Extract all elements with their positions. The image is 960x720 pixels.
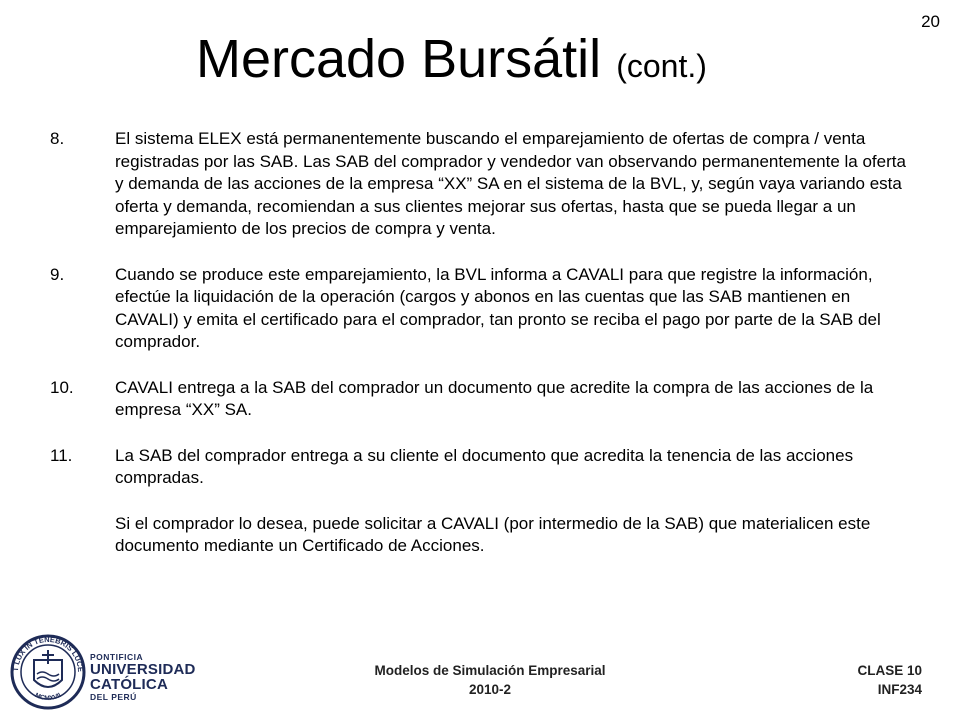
slide-title-main: Mercado Bursátil [196,29,602,89]
item-text: CAVALI entrega a la SAB del comprador un documento que acredite la compra de las acciones de la empresa “XX” SA. [115,377,874,419]
logo-wordmark [90,652,196,702]
logo-line-3: CATÓLICA [90,676,168,693]
item-number: 9. [50,264,65,284]
list-item [50,445,908,490]
list-item [50,128,908,241]
footer-course [290,661,690,699]
logo-year: MCMXVII [33,691,63,703]
item-text: Cuando se produce este emparejamiento, la BVL informa a CAVALI para que registre la información, efectúe la liquidación de la operación (cargos y abonos en las cuentas que las SAB mantienen en CAVALI) y emita el certificado para el comprador, tan pronto se reciba el pago por parte de la SAB del comprador. [115,264,881,351]
note-paragraph: Si el comprador lo desea, puede solicitar a CAVALI (por intermedio de la SAB) que materialicen este documento mediante un Certificado de Acciones. [115,513,871,555]
slide-number: 20 [921,12,940,31]
logo-line-4: DEL PERÚ [90,692,137,702]
slide-title-suffix: (cont.) [616,48,707,84]
logo-line-1: PONTIFICIA [90,652,144,662]
university-logo [10,630,220,714]
list-item [50,377,908,422]
item-number: 10. [50,377,74,397]
item-text: El sistema ELEX está permanentemente buscando el emparejamiento de ofertas de compra / venta registradas por las SAB. Las SAB del comprador y vendedor van observando permanentemente la oferta y demanda de las acciones de la empresa “XX” SA en el sistema de la BVL, y, según vaya variando esta oferta y demanda, recomiendan a sus clientes mejorar sus ofertas, hasta que se pueda llegar a un emparejamiento de los precios de compra y venta. [115,129,906,238]
list-item [50,264,908,354]
item-number: 11. [50,445,73,465]
logo-line-2: UNIVERSIDAD [90,661,196,678]
item-text: La SAB del comprador entrega a su cliente el documento que acredita la tenencia de las acciones compradas. [115,445,854,487]
footer-term: 2010-2 [468,682,512,697]
footer-class [857,661,922,699]
footer-course-code: INF234 [877,682,922,697]
item-number: 8. [50,129,65,148]
slide-title [196,30,707,89]
footer-course-name: Modelos de Simulación Empresarial [374,663,606,678]
footer-class-label: CLASE 10 [857,663,922,678]
content-list [50,128,908,558]
university-seal-icon [10,630,88,714]
logo-motto: T LUX IN TENEBRIS LUCE [10,634,86,673]
